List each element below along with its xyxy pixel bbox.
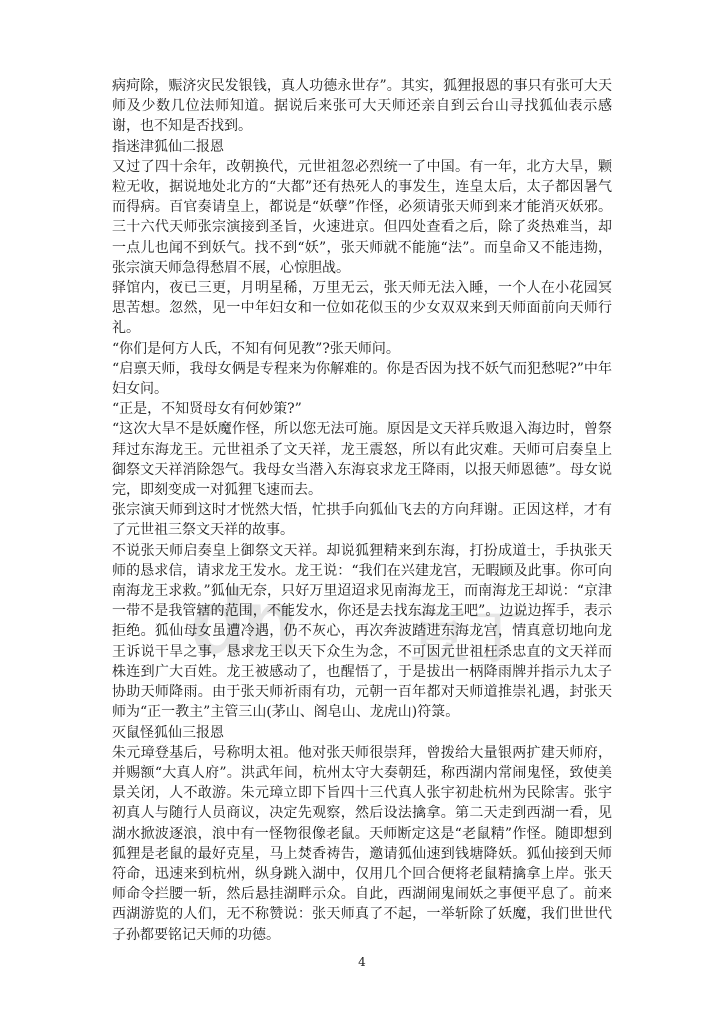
paragraph: 病疴除，赈济灾民发银钱，真人功德永世存”。其实，狐狸报恩的事只有张可大天师及少数几位法师知道。据说后来张可大天师还亲自到云台山寻找狐仙表示感谢，也不知是否找到。 (112, 78, 612, 135)
page-body (112, 76, 612, 945)
paragraph: 朱元璋登基后，号称明太祖。他对张天师很崇拜，曾拨给大量银两扩建天师府，并赐额“大真人府”。洪武年间，杭州太守大奏朝廷，称西湖内常闹鬼怪，致使美景关闭，人不敢游。朱元璋立即下旨四十三代真人张宇初赴杭州为民除害。张宇初真人与随行人员商议，决定先观察，然后设法擒拿。第二天走到西湖一看，见湖水掀波逐浪，浪中有一怪物很像老鼠。天师断定这是“老鼠精”作怪。随即想到狐狸是老鼠的最好克星，马上焚香祷告，邀请狐仙速到钱塘降妖。狐仙接到天师符命，迅速来到杭州，纵身跳入湖中，仅用几个回合便将老鼠精擒拿上岸。张天师命令拦腰一斩，然后悬挂湖畔示众。自此，西湖闹鬼闹妖之事便平息了。前来西湖游览的人们，无不称赞说：张天师真了不起，一举斩除了妖魔，我们世世代子孙都要铭记天师的功德。 (112, 744, 612, 943)
watermark-cjk: 豆丁 (410, 605, 527, 670)
section-heading: 灭鼠怪狐仙三报恩 (112, 724, 224, 741)
watermark-latin: dn (190, 571, 295, 673)
paragraph: “启禀天师，我母女俩是专程来为你解难的。你是否因为找不妖气而犯愁呢?”中年妇女问。 (112, 360, 612, 398)
paragraph: “正是，不知贤母女有何妙策?” (112, 401, 302, 418)
paragraph: 又过了四十余年，改朝换代，元世祖忽必烈统一了中国。有一年，北方大旱，颗粒无收，据说地处北方的“大都”还有热死人的事发生，连皇太后，太子都因暑气而得病。百官奏请皇上，都说是“妖孽”作怪，必须请张天师到来才能消灭妖邪。三十六代天师张宗演接到圣旨，火速进京。但四处查看之后，除了炎热难当，却一点儿也闻不到妖气。找不到“妖”，张天师就不能施“法”。而皇命又不能违拗，张宗演天师急得愁眉不展，心惊胆战。 (112, 158, 612, 276)
page-number: 4 (358, 955, 366, 969)
paragraph: 张宗演天师到这时才恍然大悟，忙拱手向狐仙飞去的方向拜谢。正因这样，才有了元世祖三祭文天祥的故事。 (112, 502, 612, 539)
section-heading: 指迷津狐仙二报恩 (112, 138, 224, 155)
paragraph: “这次大旱不是妖魔作怪，所以您无法可施。原因是文天祥兵败退入海边时，曾祭拜过东海龙王。元世祖杀了文天祥，龙王震怒，所以有此灾难。天师可启奏皇上御祭文天祥消除怨气。我母女当潜入东海哀求龙王降雨，以报天师恩德”。母女说完，即刻变成一对狐狸飞速而去。 (112, 421, 612, 499)
paragraph: 不说张天师启奏皇上御祭文天祥。却说狐狸精来到东海，打扮成道士，手执张天师的恳求信，请求龙王发水。龙王说：“我们在兴建龙宫，无暇顾及此事。你可向南海龙王求救。”狐仙无奈，只好万里迢迢求见南海龙王，而南海龙王却说：“京津一带不是我管辖的范围，不能发水，你还是去找东海龙王吧”。边说边挥手，表示拒绝。狐仙母女虽遭冷遇，仍不灰心，再次奔波踏进东海龙宫，情真意切地向龙王诉说干旱之事，恳求龙王以天下众生为念，不可因元世祖枉杀忠直的文天祥而株连到广大百姓。龙王被感动了，也醒悟了，于是拔出一柄降雨牌并指示九太子协助天师降雨。由于张天师祈雨有功，元朝一百年都对天师道推崇礼遇，封张天师为“正一教主”主管三山(茅山、阁皂山、龙虎山)符箓。 (112, 542, 612, 721)
paragraph: 驿馆内，夜已三更，月明星稀，万里无云，张天师无法入睡，一个人在小花园冥思苦想。忽然，见一中年妇女和一位如花似玉的少女双双来到天师面前向天师行礼。 (112, 280, 612, 337)
paragraph: “你们是何方人氏，不知有何见教”?张天师问。 (112, 340, 400, 357)
